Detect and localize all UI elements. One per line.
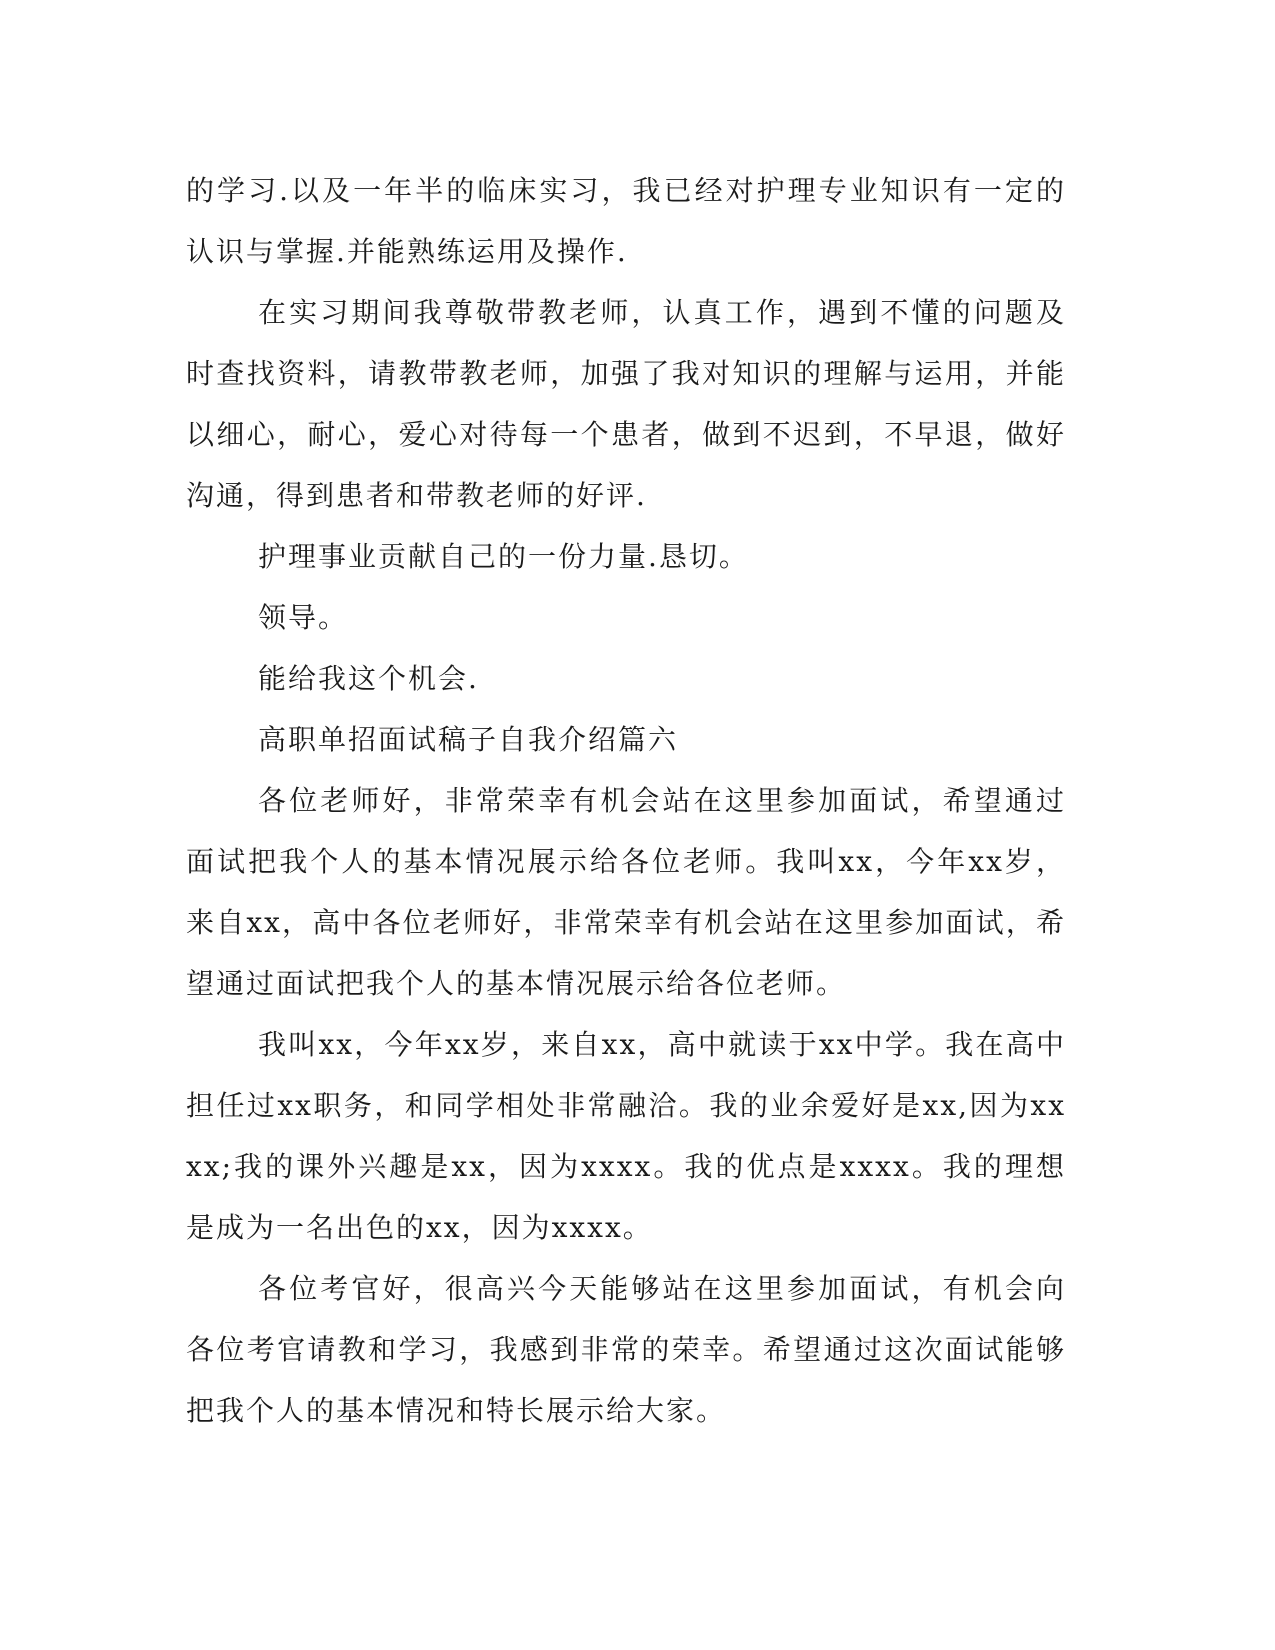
paragraph-greeting: 各位老师好，非常荣幸有机会站在这里参加面试，希望通过面试把我个人的基本情况展示给各位老师。我叫xx，今年xx岁，来自xx，高中各位老师好，非常荣幸有机会站在这里参加面试，希望通过面试把我个人的基本情况展示给各位老师。 xyxy=(186,784,1066,1000)
paragraph-closing: 各位考官好，很高兴今天能够站在这里参加面试，有机会向各位考官请教和学习，我感到非常的荣幸。希望通过这次面试能够把我个人的基本情况和特长展示给大家。 xyxy=(186,1272,1066,1427)
paragraph-continuation: 的学习.以及一年半的临床实习，我已经对护理专业知识有一定的认识与掌握.并能熟练运用及操作. xyxy=(186,174,1066,268)
paragraph-opportunity: 能给我这个机会. xyxy=(258,662,479,695)
paragraph-self-intro: 我叫xx，今年xx岁，来自xx，高中就读于xx中学。我在高中担任过xx职务，和同学相处非常融洽。我的业余爱好是xx,因为xxxx;我的课外兴趣是xx，因为xxxx。我的优点是xxxx。我的理想是成为一名出色的xx，因为xxxx。 xyxy=(186,1028,1066,1244)
paragraph-leadership: 领导。 xyxy=(258,601,349,634)
paragraph-internship: 在实习期间我尊敬带教老师，认真工作，遇到不懂的问题及时查找资料，请教带教老师，加强了我对知识的理解与运用，并能以细心，耐心，爱心对待每一个患者，做到不迟到，不早退，做好沟通，得到患者和带教老师的好评. xyxy=(186,296,1066,512)
section-heading: 高职单招面试稿子自我介绍篇六 xyxy=(258,723,679,756)
paragraph-contribution: 护理事业贡献自己的一份力量.恳切。 xyxy=(258,540,749,573)
document-body xyxy=(186,160,1066,1441)
